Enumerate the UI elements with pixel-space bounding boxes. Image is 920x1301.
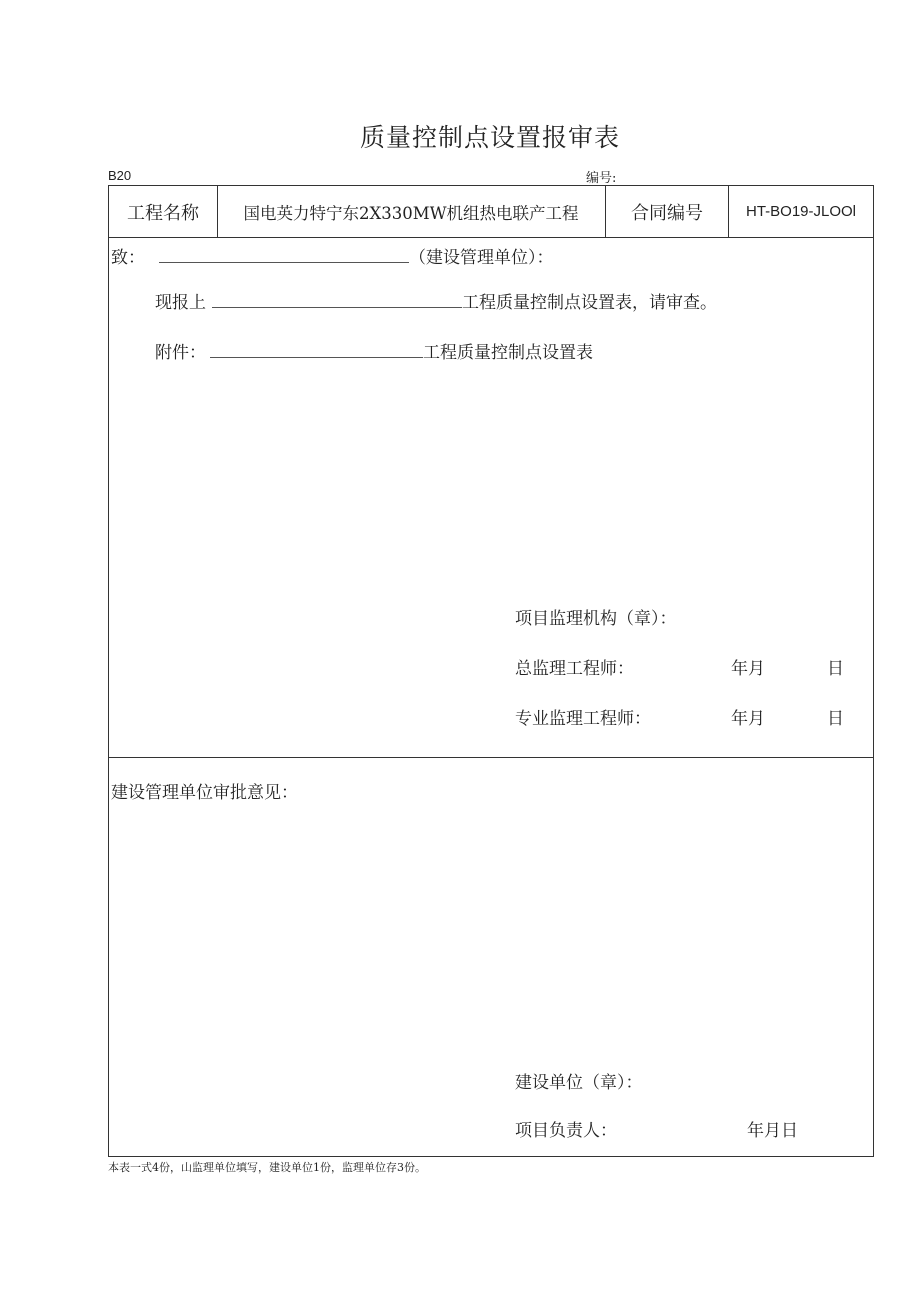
attachment-line bbox=[155, 338, 593, 363]
project-lead-label: 项目负责人： bbox=[515, 1121, 617, 1141]
owner-unit-seal: 建设单位（章）： bbox=[515, 1073, 643, 1093]
chief-date-year-month: 年月 bbox=[731, 659, 765, 679]
project-lead-date: 年月日 bbox=[747, 1121, 798, 1141]
contract-number-label: 合同编号 bbox=[631, 202, 703, 224]
project-blank[interactable] bbox=[212, 293, 462, 308]
specialist-date-day: 日 bbox=[827, 709, 844, 729]
footer-note: 本表一式4份，山监理单位填写，建设单位1份，监理单位存3份。 bbox=[108, 1161, 426, 1174]
contract-number-value: HT-BO19-JLOOl bbox=[745, 203, 857, 220]
attachment-suffix: 工程质量控制点设置表 bbox=[423, 343, 593, 363]
chief-engineer-label: 总监理工程师： bbox=[515, 659, 634, 679]
report-line bbox=[155, 288, 717, 313]
to-label: 致： bbox=[111, 248, 145, 268]
supervisor-org-seal: 项目监理机构（章）： bbox=[515, 609, 677, 629]
section-divider bbox=[109, 757, 873, 758]
attachment-prefix: 附件： bbox=[155, 343, 206, 363]
form-table bbox=[108, 185, 874, 1157]
specialist-date-year-month: 年月 bbox=[731, 709, 765, 729]
report-prefix: 现报上 bbox=[155, 293, 206, 313]
serial-number-label: 编号: bbox=[586, 171, 617, 186]
approval-opinion-label: 建设管理单位审批意见： bbox=[111, 783, 298, 803]
form-title: 质量控制点设置报审表 bbox=[359, 123, 620, 152]
to-line bbox=[111, 243, 554, 268]
project-name-label: 工程名称 bbox=[127, 202, 199, 224]
to-suffix: （建设管理单位）： bbox=[409, 248, 554, 268]
recipient-blank[interactable] bbox=[159, 248, 409, 263]
row-divider bbox=[109, 237, 873, 238]
chief-date-day: 日 bbox=[827, 659, 844, 679]
project-name-value: 国电英力特宁东2X330MW机组热电联产工程 bbox=[243, 203, 579, 223]
attachment-blank[interactable] bbox=[210, 343, 423, 358]
report-suffix: 工程质量控制点设置表，请审查。 bbox=[462, 293, 717, 313]
form-code: B20 bbox=[108, 168, 132, 183]
specialist-engineer-label: 专业监理工程师： bbox=[515, 709, 651, 729]
